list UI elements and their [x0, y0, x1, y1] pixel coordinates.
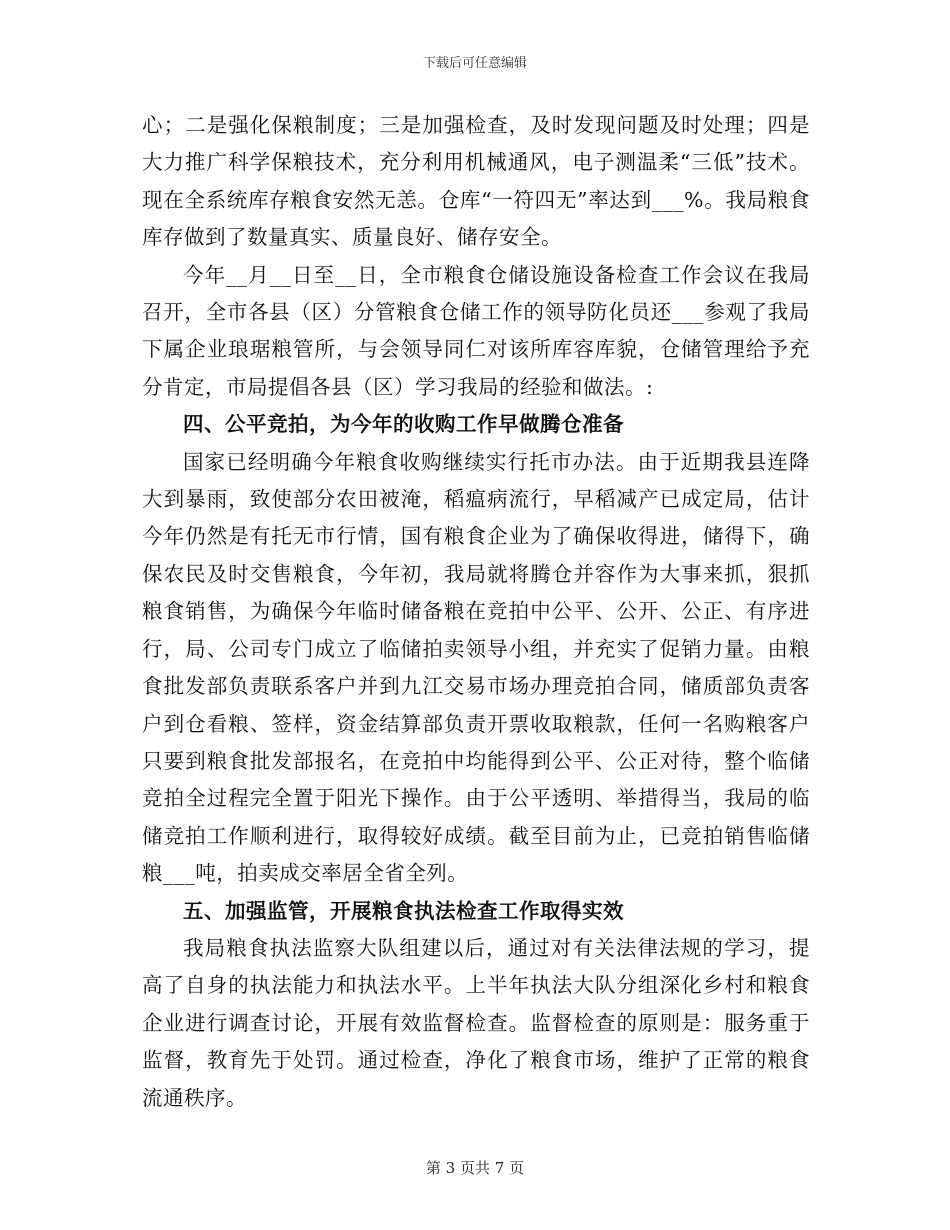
paragraph: 今年__月__日至__日，全市粮食仓储设施设备检查工作会议在我局召开，全市各县（区）分管粮食仓储工作的领导防化员还___参观了我局下属企业琅琚粮管所，与会领导同仁对该所库容库貌，仓储管理给予充分肯定，市局提倡各县（区）学习我局的经验和做法。: — [142, 262, 810, 399]
section-heading: 四、公平竞拍，为今年的收购工作早做腾仓准备 — [183, 412, 624, 437]
paragraph: 心；二是强化保粮制度；三是加强检查，及时发现问题及时处理；四是大力推广科学保粮技术，充分利用机械通风，电子测温柔“三低”技术。现在全系统库存粮食安然无恙。仓库“一符四无”率达到___%。我局粮食库存做到了数量真实、质量良好、储存安全。 — [142, 113, 810, 250]
page-header: 下载后可任意编辑 — [422, 56, 527, 71]
section-heading: 五、加强监管，开展粮食执法检查工作取得实效 — [183, 898, 624, 923]
page-footer: 第 3 页共 7 页 — [425, 1159, 525, 1177]
paragraph: 国家已经明确今年粮食收购继续实行托市办法。由于近期我县连降大到暴雨，致使部分农田被淹，稻瘟病流行，早稻减产已成定局，估计今年仍然是有托无市行情，国有粮食企业为了确保收得进，储得下，确保农民及时交售粮食，今年初，我局就将腾仓并容作为大事来抓，狠抓粮食销售，为确保今年临时储备粮在竞拍中公平、公开、公正、有序进行，局、公司专门成立了临储拍卖领导小组，并充实了促销力量。由粮食批发部负责联系客户并到九江交易市场办理竞拍合同，储质部负责客户到仓看粮、签样，资金结算部负责开票收取粮款，任何一名购粮客户只要到粮食批发部报名，在竞拍中均能得到公平、公正对待，整个临储竞拍全过程完全置于阳光下操作。由于公平透明、举措得当，我局的临储竞拍工作顺利进行，取得较好成绩。截至目前为止，已竞拍销售临储粮___吨，拍卖成交率居全省全列。 — [142, 449, 810, 886]
document-body — [142, 107, 810, 1117]
paragraph: 我局粮食执法监察大队组建以后，通过对有关法律法规的学习，提高了自身的执法能力和执法水平。上半年执法大队分组深化乡村和粮食企业进行调查讨论，开展有效监督检查。监督检查的原则是：服务重于监督，教育先于处罚。通过检查，净化了粮食市场，维护了正常的粮食流通秩序。 — [142, 935, 810, 1110]
